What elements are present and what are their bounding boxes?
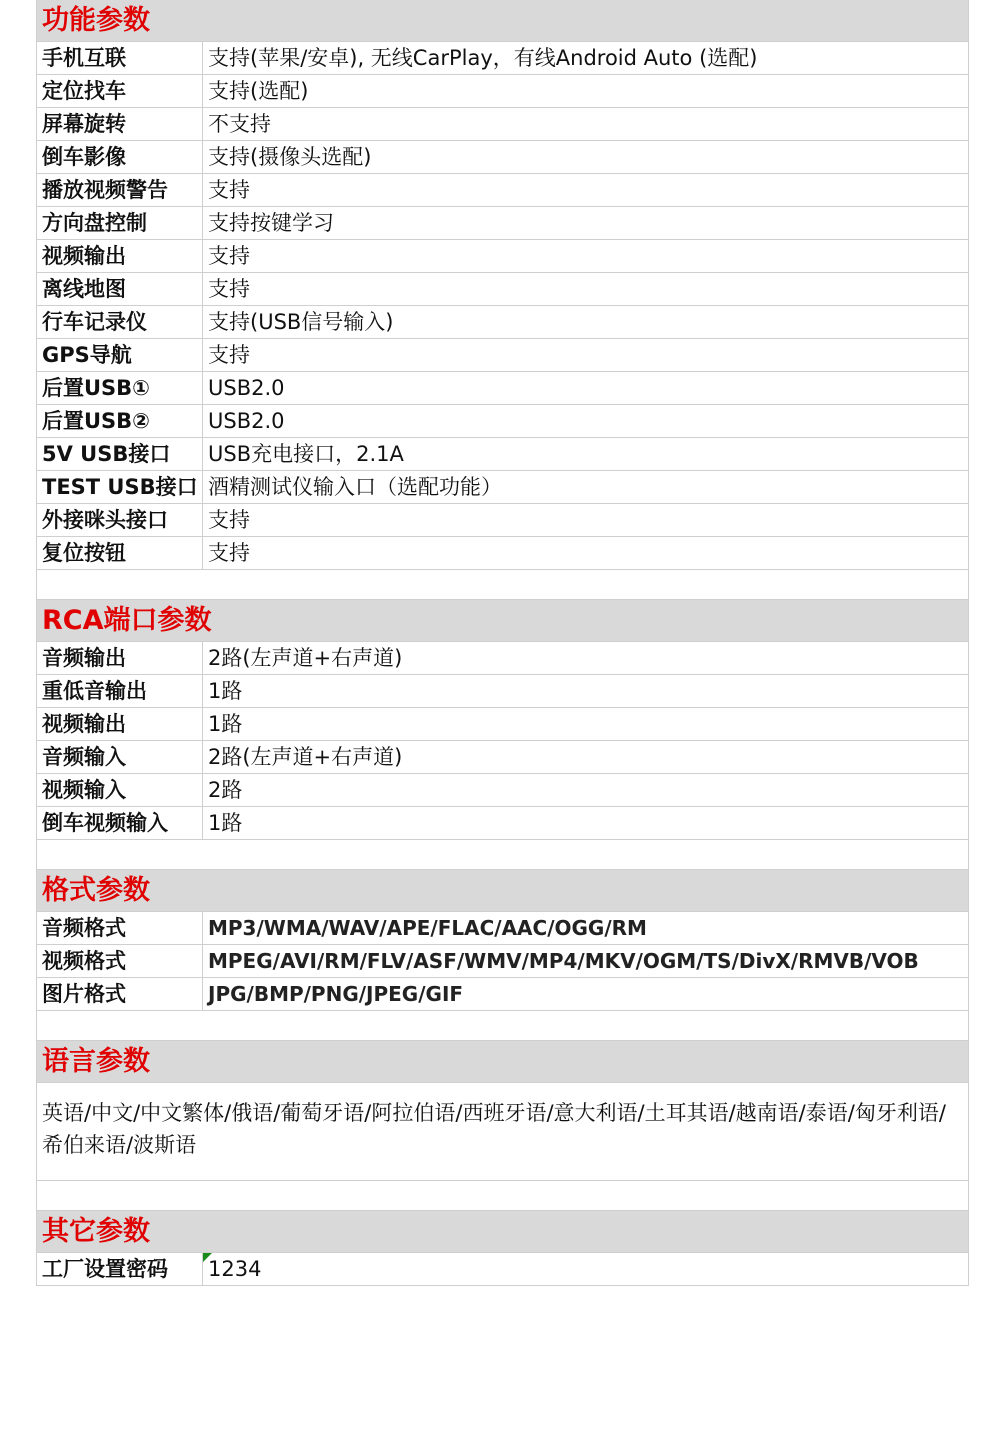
section-title: 功能参数 — [42, 5, 150, 36]
other-table — [36, 1253, 969, 1286]
row-label: 行车记录仪 — [37, 306, 203, 338]
table-row — [36, 438, 969, 471]
row-label: 倒车视频输入 — [37, 807, 203, 839]
table-row — [36, 978, 969, 1011]
row-value: USB2.0 — [208, 376, 285, 400]
row-value: 2路 — [208, 778, 243, 802]
table-row — [36, 1253, 969, 1286]
section-header-other — [36, 1211, 969, 1253]
table-row — [36, 42, 969, 75]
row-value: 支持 — [208, 244, 250, 268]
spacer-row — [36, 840, 969, 870]
spacer-row — [36, 1181, 969, 1211]
table-row — [36, 273, 969, 306]
row-value: 支持 — [208, 541, 250, 565]
row-label: 视频输入 — [37, 774, 203, 806]
row-value: MP3/WMA/WAV/APE/FLAC/AAC/OGG/RM — [208, 916, 647, 940]
table-row — [36, 405, 969, 438]
row-value: 1路 — [208, 712, 243, 736]
row-value: 支持(USB信号输入) — [208, 310, 394, 334]
row-label: 重低音输出 — [37, 675, 203, 707]
row-label: 屏幕旋转 — [37, 108, 203, 140]
cell-comment-flag-icon — [203, 1253, 212, 1262]
row-label: 5V USB接口 — [37, 438, 203, 470]
features-table — [36, 42, 969, 570]
row-value: 1234 — [208, 1257, 262, 1281]
row-label: 方向盘控制 — [37, 207, 203, 239]
table-row — [36, 537, 969, 570]
formats-table — [36, 912, 969, 1011]
table-row — [36, 240, 969, 273]
row-label: 工厂设置密码 — [37, 1253, 203, 1285]
row-value: 支持(选配) — [208, 79, 309, 103]
row-value: 支持(苹果/安卓), 无线CarPlay，有线Android Auto (选配) — [208, 46, 758, 70]
table-row — [36, 339, 969, 372]
row-label: 视频格式 — [37, 945, 203, 977]
row-value: JPG/BMP/PNG/JPEG/GIF — [208, 982, 464, 1006]
row-label: 音频格式 — [37, 912, 203, 944]
row-label: 倒车影像 — [37, 141, 203, 173]
row-value: 支持 — [208, 508, 250, 532]
row-value: 1路 — [208, 811, 243, 835]
language-list: 英语/中文/中文繁体/俄语/葡萄牙语/阿拉伯语/西班牙语/意大利语/土耳其语/越南语/泰语/匈牙利语/希伯来语/波斯语 — [36, 1083, 969, 1181]
table-row — [36, 174, 969, 207]
row-label: GPS导航 — [37, 339, 203, 371]
row-label: 复位按钮 — [37, 537, 203, 569]
section-header-language — [36, 1041, 969, 1083]
section-title: 格式参数 — [42, 875, 150, 906]
row-label: 音频输入 — [37, 741, 203, 773]
row-value: 支持按键学习 — [208, 211, 334, 235]
row-value: 支持 — [208, 178, 250, 202]
table-row — [36, 75, 969, 108]
row-label: 视频输出 — [37, 240, 203, 272]
table-row — [36, 945, 969, 978]
section-title: RCA端口参数 — [42, 605, 212, 636]
table-row — [36, 306, 969, 339]
table-row — [36, 807, 969, 840]
section-header-formats — [36, 870, 969, 912]
row-value: 1路 — [208, 679, 243, 703]
section-header-features — [36, 0, 969, 42]
section-title: 语言参数 — [42, 1046, 150, 1077]
row-label: 定位找车 — [37, 75, 203, 107]
row-label: 视频输出 — [37, 708, 203, 740]
row-label: 音频输出 — [37, 642, 203, 674]
row-value: 支持(摄像头选配) — [208, 145, 372, 169]
spacer-row — [36, 570, 969, 600]
row-label: 图片格式 — [37, 978, 203, 1010]
table-row — [36, 642, 969, 675]
table-row — [36, 504, 969, 537]
row-label: 后置USB② — [37, 405, 203, 437]
row-value: MPEG/AVI/RM/FLV/ASF/WMV/MP4/MKV/OGM/TS/DivX/RMVB/VOB — [208, 949, 919, 973]
table-row — [36, 207, 969, 240]
section-title: 其它参数 — [42, 1216, 150, 1247]
row-value: 不支持 — [208, 112, 271, 136]
table-row — [36, 108, 969, 141]
row-label: 外接咪头接口 — [37, 504, 203, 536]
table-row — [36, 471, 969, 504]
row-label: TEST USB接口 — [37, 471, 203, 503]
row-value: USB充电接口，2.1A — [208, 442, 404, 466]
row-value: 酒精测试仪输入口（选配功能） — [208, 475, 502, 499]
section-header-rca — [36, 600, 969, 642]
table-row — [36, 708, 969, 741]
row-value: 2路(左声道+右声道) — [208, 646, 403, 670]
row-label: 播放视频警告 — [37, 174, 203, 206]
row-value: 支持 — [208, 343, 250, 367]
row-value-cell — [203, 1253, 968, 1285]
table-row — [36, 141, 969, 174]
row-value: 2路(左声道+右声道) — [208, 745, 403, 769]
row-label: 手机互联 — [37, 42, 203, 74]
row-label: 离线地图 — [37, 273, 203, 305]
table-row — [36, 774, 969, 807]
table-row — [36, 912, 969, 945]
table-row — [36, 372, 969, 405]
table-row — [36, 675, 969, 708]
row-label: 后置USB① — [37, 372, 203, 404]
row-value: 支持 — [208, 277, 250, 301]
table-row — [36, 741, 969, 774]
rca-table — [36, 642, 969, 840]
row-value: USB2.0 — [208, 409, 285, 433]
spacer-row — [36, 1011, 969, 1041]
spec-sheet — [36, 0, 969, 1286]
